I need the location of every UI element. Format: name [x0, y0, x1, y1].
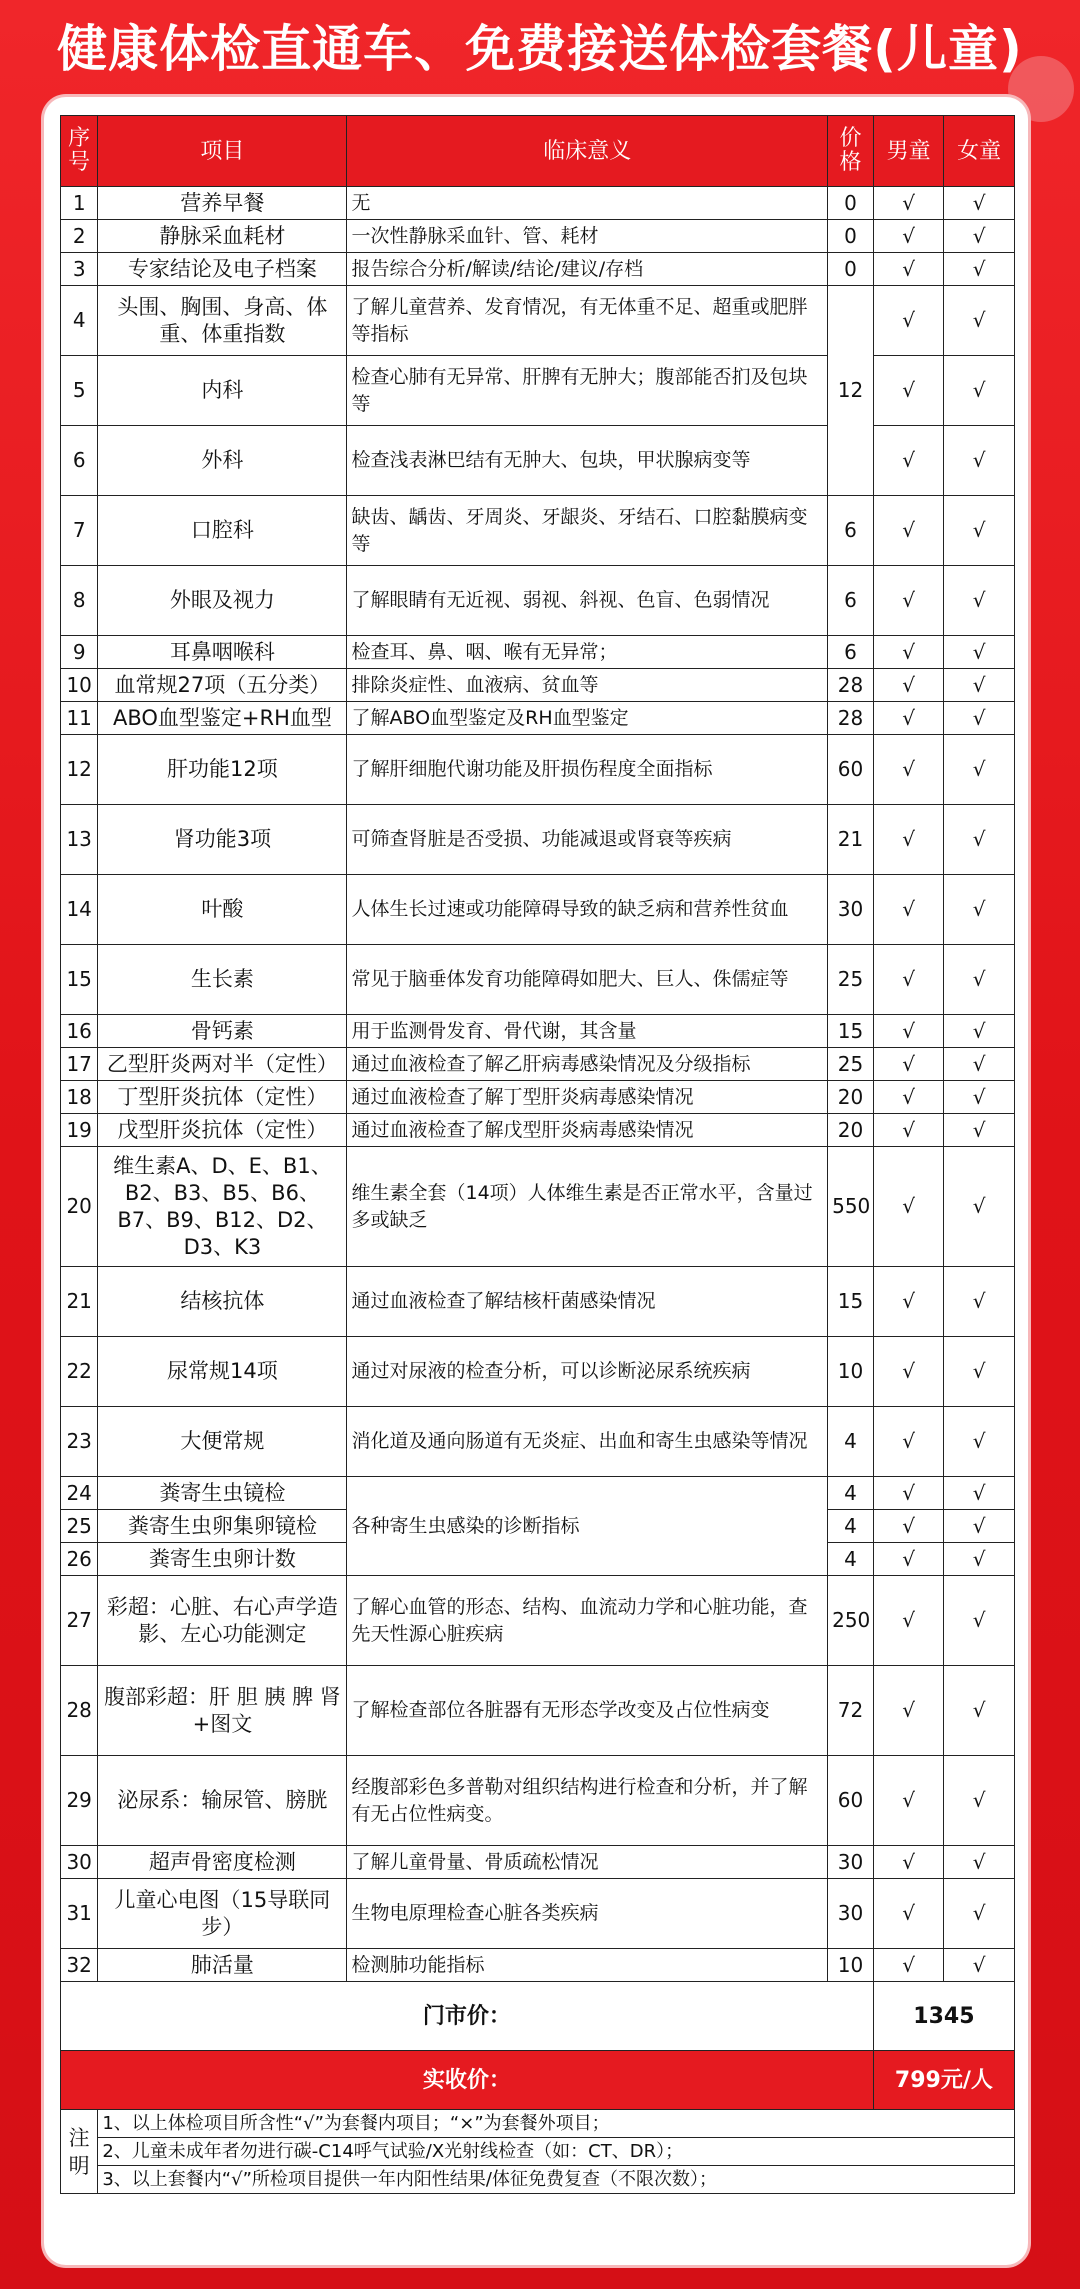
- row-no: 8: [61, 566, 98, 636]
- row-item: 泌尿系：输尿管、膀胱: [98, 1756, 347, 1846]
- row-meaning: 报告综合分析/解读/结论/建议/存档: [347, 253, 828, 286]
- page-title: 健康体检直通车、免费接送体检套餐(儿童): [57, 20, 1023, 78]
- table-row: [61, 1879, 1015, 1949]
- row-meaning: 生物电原理检查心脏各类疾病: [347, 1879, 828, 1949]
- row-meaning: 人体生长过速或功能障碍导致的缺乏病和营养性贫血: [347, 875, 828, 945]
- row-female-check: √: [944, 253, 1015, 286]
- row-male-check: √: [873, 1081, 944, 1114]
- row-male-check: √: [873, 669, 944, 702]
- table-row: [61, 1337, 1015, 1407]
- row-item: 口腔科: [98, 496, 347, 566]
- row-price: 250: [828, 1576, 874, 1666]
- row-female-check: √: [944, 945, 1015, 1015]
- row-female-check: √: [944, 220, 1015, 253]
- row-meaning: 消化道及通向肠道有无炎症、出血和寄生虫感染等情况: [347, 1407, 828, 1477]
- row-meaning: 通过对尿液的检查分析，可以诊断泌尿系统疾病: [347, 1337, 828, 1407]
- row-meaning: 排除炎症性、血液病、贫血等: [347, 669, 828, 702]
- row-no: 20: [61, 1147, 98, 1267]
- row-item: 维生素A、D、E、B1、B2、B3、B5、B6、B7、B9、B12、D2、D3、K3: [98, 1147, 347, 1267]
- row-meaning: 了解肝细胞代谢功能及肝损伤程度全面指标: [347, 735, 828, 805]
- header-item: 项目: [98, 116, 347, 187]
- row-female-check: √: [944, 669, 1015, 702]
- row-price: 25: [828, 945, 874, 1015]
- row-no: 18: [61, 1081, 98, 1114]
- row-item: 粪寄生虫镜检: [98, 1477, 347, 1510]
- table-row: [61, 669, 1015, 702]
- row-no: 22: [61, 1337, 98, 1407]
- row-item: 丁型肝炎抗体（定性）: [98, 1081, 347, 1114]
- row-male-check: √: [873, 1477, 944, 1510]
- row-meaning: 了解眼睛有无近视、弱视、斜视、色盲、色弱情况: [347, 566, 828, 636]
- row-price: 12: [828, 286, 874, 496]
- row-item: 彩超：心脏、右心声学造影、左心功能测定: [98, 1576, 347, 1666]
- table-row: [61, 1267, 1015, 1337]
- table-row: [61, 945, 1015, 1015]
- row-price: 0: [828, 187, 874, 220]
- row-no: 27: [61, 1576, 98, 1666]
- table-row: [61, 805, 1015, 875]
- row-item: 营养早餐: [98, 187, 347, 220]
- row-no: 14: [61, 875, 98, 945]
- table-row: [61, 735, 1015, 805]
- table-row: [61, 1949, 1015, 1982]
- row-no: 4: [61, 286, 98, 356]
- row-no: 7: [61, 496, 98, 566]
- row-male-check: √: [873, 945, 944, 1015]
- row-price: 15: [828, 1267, 874, 1337]
- row-male-check: √: [873, 253, 944, 286]
- row-price: 60: [828, 1756, 874, 1846]
- row-item: 尿常规14项: [98, 1337, 347, 1407]
- header-meaning: 临床意义: [347, 116, 828, 187]
- table-row: [61, 1846, 1015, 1879]
- table-row: [61, 1081, 1015, 1114]
- row-item: 生长素: [98, 945, 347, 1015]
- table-row: [61, 253, 1015, 286]
- row-meaning: 了解ABO血型鉴定及RH血型鉴定: [347, 702, 828, 735]
- table-row: [61, 1407, 1015, 1477]
- row-price: 30: [828, 1846, 874, 1879]
- row-male-check: √: [873, 1407, 944, 1477]
- row-female-check: √: [944, 805, 1015, 875]
- table-row: [61, 875, 1015, 945]
- row-no: 5: [61, 356, 98, 426]
- row-male-check: √: [873, 187, 944, 220]
- row-meaning: 检查浅表淋巴结有无肿大、包块，甲状腺病变等: [347, 426, 828, 496]
- table-row: [61, 1114, 1015, 1147]
- table-row: [61, 1666, 1015, 1756]
- row-item: 头围、胸围、身高、体重、体重指数: [98, 286, 347, 356]
- row-item: 肾功能3项: [98, 805, 347, 875]
- header-row: [61, 116, 1015, 187]
- row-no: 24: [61, 1477, 98, 1510]
- row-meaning: 通过血液检查了解乙肝病毒感染情况及分级指标: [347, 1048, 828, 1081]
- row-male-check: √: [873, 1576, 944, 1666]
- row-meaning: 了解检查部位各脏器有无形态学改变及占位性病变: [347, 1666, 828, 1756]
- row-meaning: 可筛查肾脏是否受损、功能减退或肾衰等疾病: [347, 805, 828, 875]
- row-price: 30: [828, 875, 874, 945]
- row-meaning: 常见于脑垂体发育功能障碍如肥大、巨人、侏儒症等: [347, 945, 828, 1015]
- row-female-check: √: [944, 356, 1015, 426]
- row-no: 10: [61, 669, 98, 702]
- table-row: [61, 1756, 1015, 1846]
- row-male-check: √: [873, 1949, 944, 1982]
- note-row: [61, 2138, 1015, 2166]
- row-item: 内科: [98, 356, 347, 426]
- row-item: 骨钙素: [98, 1015, 347, 1048]
- row-no: 25: [61, 1510, 98, 1543]
- row-female-check: √: [944, 1048, 1015, 1081]
- row-female-check: √: [944, 1756, 1015, 1846]
- row-meaning: 经腹部彩色多普勒对组织结构进行检查和分析，并了解有无占位性病变。: [347, 1756, 828, 1846]
- row-no: 12: [61, 735, 98, 805]
- row-item: ABO血型鉴定+RH血型: [98, 702, 347, 735]
- row-meaning: 通过血液检查了解结核杆菌感染情况: [347, 1267, 828, 1337]
- row-no: 23: [61, 1407, 98, 1477]
- row-male-check: √: [873, 1756, 944, 1846]
- row-item: 外眼及视力: [98, 566, 347, 636]
- table-row: [61, 1147, 1015, 1267]
- row-item: 血常规27项（五分类）: [98, 669, 347, 702]
- row-female-check: √: [944, 1337, 1015, 1407]
- row-female-check: √: [944, 636, 1015, 669]
- row-female-check: √: [944, 426, 1015, 496]
- row-female-check: √: [944, 1510, 1015, 1543]
- table-row: [61, 1015, 1015, 1048]
- row-male-check: √: [873, 566, 944, 636]
- row-item: 外科: [98, 426, 347, 496]
- row-male-check: √: [873, 496, 944, 566]
- row-meaning: 无: [347, 187, 828, 220]
- row-item: 静脉采血耗材: [98, 220, 347, 253]
- row-male-check: √: [873, 1337, 944, 1407]
- row-male-check: √: [873, 1114, 944, 1147]
- market-price-row: [61, 1982, 1015, 2051]
- row-price: 21: [828, 805, 874, 875]
- row-meaning: 检查心肺有无异常、肝脾有无肿大；腹部能否扪及包块等: [347, 356, 828, 426]
- row-female-check: √: [944, 1949, 1015, 1982]
- row-price: 4: [828, 1510, 874, 1543]
- row-item: 乙型肝炎两对半（定性）: [98, 1048, 347, 1081]
- row-no: 26: [61, 1543, 98, 1576]
- row-no: 19: [61, 1114, 98, 1147]
- actual-price-row: [61, 2051, 1015, 2110]
- row-female-check: √: [944, 875, 1015, 945]
- row-item: 大便常规: [98, 1407, 347, 1477]
- row-male-check: √: [873, 1048, 944, 1081]
- row-price: 6: [828, 636, 874, 669]
- row-meaning: 一次性静脉采血针、管、耗材: [347, 220, 828, 253]
- row-no: 9: [61, 636, 98, 669]
- row-female-check: √: [944, 1846, 1015, 1879]
- row-male-check: √: [873, 1666, 944, 1756]
- row-no: 15: [61, 945, 98, 1015]
- package-table: [60, 115, 1015, 2194]
- table-row: [61, 636, 1015, 669]
- row-price: 60: [828, 735, 874, 805]
- row-no: 28: [61, 1666, 98, 1756]
- row-meaning: 维生素全套（14项）人体维生素是否正常水平，含量过多或缺乏: [347, 1147, 828, 1267]
- row-price: 4: [828, 1477, 874, 1510]
- row-price: 72: [828, 1666, 874, 1756]
- note-row: [61, 2166, 1015, 2194]
- row-item: 专家结论及电子档案: [98, 253, 347, 286]
- row-price: 25: [828, 1048, 874, 1081]
- table-row: [61, 1576, 1015, 1666]
- row-item: 腹部彩超：肝 胆 胰 脾 肾 +图文: [98, 1666, 347, 1756]
- note-label: 注明: [61, 2110, 98, 2194]
- row-female-check: √: [944, 286, 1015, 356]
- row-no: 3: [61, 253, 98, 286]
- row-male-check: √: [873, 1267, 944, 1337]
- row-no: 29: [61, 1756, 98, 1846]
- row-price: 20: [828, 1114, 874, 1147]
- header-male: 男童: [873, 116, 944, 187]
- row-male-check: √: [873, 1015, 944, 1048]
- row-no: 31: [61, 1879, 98, 1949]
- row-male-check: √: [873, 1879, 944, 1949]
- row-price: 0: [828, 220, 874, 253]
- row-price: 6: [828, 496, 874, 566]
- row-meaning: 了解儿童骨量、骨质疏松情况: [347, 1846, 828, 1879]
- row-male-check: √: [873, 1543, 944, 1576]
- row-female-check: √: [944, 702, 1015, 735]
- row-price: 6: [828, 566, 874, 636]
- row-female-check: √: [944, 1114, 1015, 1147]
- row-price: 550: [828, 1147, 874, 1267]
- row-male-check: √: [873, 1147, 944, 1267]
- row-male-check: √: [873, 875, 944, 945]
- row-price: 0: [828, 253, 874, 286]
- row-male-check: √: [873, 356, 944, 426]
- row-female-check: √: [944, 496, 1015, 566]
- market-price-value: 1345: [873, 1982, 1014, 2051]
- row-item: 结核抗体: [98, 1267, 347, 1337]
- row-meaning: 各种寄生虫感染的诊断指标: [347, 1477, 828, 1576]
- row-item: 粪寄生虫卵计数: [98, 1543, 347, 1576]
- row-meaning: 通过血液检查了解戊型肝炎病毒感染情况: [347, 1114, 828, 1147]
- note-text: 1、以上体检项目所含性“√”为套餐内项目；“×”为套餐外项目；: [98, 2110, 1015, 2138]
- row-female-check: √: [944, 1081, 1015, 1114]
- row-female-check: √: [944, 1879, 1015, 1949]
- table-row: [61, 1048, 1015, 1081]
- row-female-check: √: [944, 1576, 1015, 1666]
- row-no: 16: [61, 1015, 98, 1048]
- row-meaning: 通过血液检查了解丁型肝炎病毒感染情况: [347, 1081, 828, 1114]
- header-price: 价 格: [828, 116, 874, 187]
- row-no: 32: [61, 1949, 98, 1982]
- row-female-check: √: [944, 1407, 1015, 1477]
- header-no: 序 号: [61, 116, 98, 187]
- row-meaning: 用于监测骨发育、骨代谢，其含量: [347, 1015, 828, 1048]
- row-no: 21: [61, 1267, 98, 1337]
- row-item: 肺活量: [98, 1949, 347, 1982]
- row-price: 10: [828, 1949, 874, 1982]
- row-female-check: √: [944, 1543, 1015, 1576]
- table-row: [61, 702, 1015, 735]
- row-no: 17: [61, 1048, 98, 1081]
- table-row: [61, 286, 1015, 356]
- row-no: 11: [61, 702, 98, 735]
- row-price: 28: [828, 669, 874, 702]
- row-item: 超声骨密度检测: [98, 1846, 347, 1879]
- note-text: 3、以上套餐内“√”所检项目提供一年内阳性结果/体征免费复查（不限次数）；: [98, 2166, 1015, 2194]
- row-price: 4: [828, 1543, 874, 1576]
- row-no: 6: [61, 426, 98, 496]
- row-price: 15: [828, 1015, 874, 1048]
- row-female-check: √: [944, 1477, 1015, 1510]
- row-meaning: 检测肺功能指标: [347, 1949, 828, 1982]
- row-male-check: √: [873, 1510, 944, 1543]
- row-male-check: √: [873, 1846, 944, 1879]
- row-price: 28: [828, 702, 874, 735]
- row-male-check: √: [873, 636, 944, 669]
- row-male-check: √: [873, 286, 944, 356]
- row-no: 30: [61, 1846, 98, 1879]
- header-female: 女童: [944, 116, 1015, 187]
- row-meaning: 了解心血管的形态、结构、血流动力学和心脏功能，查先天性源心脏疾病: [347, 1576, 828, 1666]
- actual-price-value: 799元/人: [873, 2051, 1014, 2110]
- row-item: 戊型肝炎抗体（定性）: [98, 1114, 347, 1147]
- row-meaning: 检查耳、鼻、咽、喉有无异常；: [347, 636, 828, 669]
- market-price-label: 门市价：: [61, 1982, 874, 2051]
- row-no: 1: [61, 187, 98, 220]
- row-male-check: √: [873, 220, 944, 253]
- row-female-check: √: [944, 1147, 1015, 1267]
- table-row: [61, 566, 1015, 636]
- table-row: [61, 1477, 1015, 1510]
- row-price: 4: [828, 1407, 874, 1477]
- actual-price-label: 实收价：: [61, 2051, 874, 2110]
- row-male-check: √: [873, 805, 944, 875]
- note-row: [61, 2110, 1015, 2138]
- row-item: 粪寄生虫卵集卵镜检: [98, 1510, 347, 1543]
- row-male-check: √: [873, 735, 944, 805]
- table-row: [61, 220, 1015, 253]
- row-item: 叶酸: [98, 875, 347, 945]
- table-row: [61, 187, 1015, 220]
- row-item: 耳鼻咽喉科: [98, 636, 347, 669]
- table-row: [61, 496, 1015, 566]
- row-price: 20: [828, 1081, 874, 1114]
- row-no: 2: [61, 220, 98, 253]
- row-female-check: √: [944, 1666, 1015, 1756]
- note-text: 2、儿童未成年者勿进行碳-C14呼气试验/X光射线检查（如：CT、DR）；: [98, 2138, 1015, 2166]
- row-price: 10: [828, 1337, 874, 1407]
- row-male-check: √: [873, 426, 944, 496]
- row-female-check: √: [944, 566, 1015, 636]
- row-no: 13: [61, 805, 98, 875]
- row-item: 肝功能12项: [98, 735, 347, 805]
- row-meaning: 缺齿、龋齿、牙周炎、牙龈炎、牙结石、口腔黏膜病变等: [347, 496, 828, 566]
- row-female-check: √: [944, 187, 1015, 220]
- row-female-check: √: [944, 1015, 1015, 1048]
- row-female-check: √: [944, 1267, 1015, 1337]
- row-male-check: √: [873, 702, 944, 735]
- row-item: 儿童心电图（15导联同步）: [98, 1879, 347, 1949]
- row-price: 30: [828, 1879, 874, 1949]
- row-female-check: √: [944, 735, 1015, 805]
- row-meaning: 了解儿童营养、发育情况，有无体重不足、超重或肥胖等指标: [347, 286, 828, 356]
